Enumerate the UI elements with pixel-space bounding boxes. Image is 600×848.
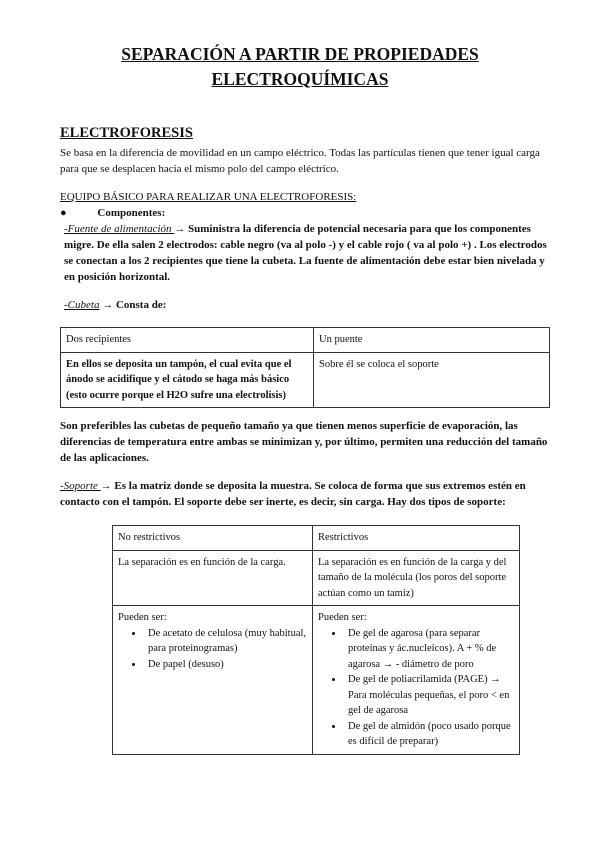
list-item: • De acetato de celulosa (muy habitual, para proteinogramas) xyxy=(144,626,307,657)
cubeta-table xyxy=(60,327,550,408)
title-line-2: ELECTROQUÍMICAS xyxy=(211,69,389,89)
table-row xyxy=(61,352,550,408)
soporte-table xyxy=(112,525,520,755)
equipo-heading: EQUIPO BÁSICO PARA REALIZAR UNA ELECTROFORESIS: xyxy=(60,191,357,203)
table-row xyxy=(113,550,520,606)
list xyxy=(344,626,514,750)
table-cell: Dos recipientes xyxy=(61,328,314,353)
cubeta-note: Son preferibles las cubetas de pequeño tamaño ya que tienen menos superficie de evaporación, las diferencias de temperatura entre ambas se minimizan y, por último, permiten una reducción del tamaño de las aplicaciones. xyxy=(60,420,548,464)
cell-intro: Pueden ser: xyxy=(318,612,367,623)
fuente-paragraph xyxy=(64,221,554,285)
bullet-icon: ● xyxy=(60,207,67,219)
cell-intro: Pueden ser: xyxy=(118,612,167,623)
list xyxy=(144,626,307,673)
table-cell: Sobre él se coloca el soporte xyxy=(314,352,550,408)
section-heading: ELECTROFORESIS xyxy=(60,125,193,141)
table-cell: No restrictivos xyxy=(113,526,313,551)
table-cell: Restrictivos xyxy=(313,526,520,551)
page-title xyxy=(0,42,600,92)
table-cell: La separación es en función de la carga. xyxy=(113,550,313,606)
table-row xyxy=(61,328,550,353)
table-cell xyxy=(313,606,520,755)
intro-paragraph: Se basa en la diferencia de movilidad en un campo eléctrico. Todas las partículas tienen que tener igual carga para que se desplacen hacia el mismo polo del campo eléctrico. xyxy=(60,147,540,175)
table-cell: Un puente xyxy=(314,328,550,353)
cubeta-label: -Cubeta xyxy=(64,299,100,311)
table-cell: En ellos se deposita un tampón, el cual evita que el ánodo se acidifique y el cátodo se haga más básico (esto ocurre porque el H2O sufre una electrolisis) xyxy=(61,352,314,408)
title-line-1: SEPARACIÓN A PARTIR DE PROPIEDADES xyxy=(121,44,479,64)
soporte-paragraph xyxy=(60,478,550,510)
list-item: • De gel de poliacrilamida (PAGE) → Para moléculas pequeñas, el poro < en gel de agarosa xyxy=(344,672,514,719)
table-row xyxy=(113,606,520,755)
cubeta-paragraph xyxy=(64,297,554,313)
list-item: • De gel de agarosa (para separar proteínas y ác.nucleicos). A + % de agarosa → - diámetro de poro xyxy=(344,626,514,673)
list-item: • De papel (desuso) xyxy=(144,657,307,673)
soporte-text: → Es la matriz donde se deposita la muestra. Se coloca de forma que sus extremos estén en contacto con el tampón. El soporte debe ser inerte, es decir, sin carga. Hay dos tipos de soporte: xyxy=(60,480,526,508)
soporte-label: -Soporte xyxy=(60,480,101,492)
table-cell: La separación es en función de la carga y del tamaño de la molécula (los poros del soporte actúan como un tamiz) xyxy=(313,550,520,606)
table-cell xyxy=(113,606,313,755)
table-row xyxy=(113,526,520,551)
fuente-label: -Fuente de alimentación xyxy=(64,223,175,235)
fuente-text: → Suministra la diferencia de potencial necesaria para que los componentes migre. De ella salen 2 electrodos: cable negro (va al polo -) y el cable rojo ( va al polo +) . Los electrodos se conectan a los 2 recipientes que tiene la cubeta. La fuente de alimentación debe estar bien nivelada y en posición horizontal. xyxy=(64,223,547,283)
componentes-item xyxy=(60,205,550,221)
cubeta-text: → Consta de: xyxy=(99,299,167,311)
componentes-label: Componentes: xyxy=(97,207,166,219)
list-item: • De gel de almidón (poco usado porque es difícil de preparar) xyxy=(344,719,514,750)
